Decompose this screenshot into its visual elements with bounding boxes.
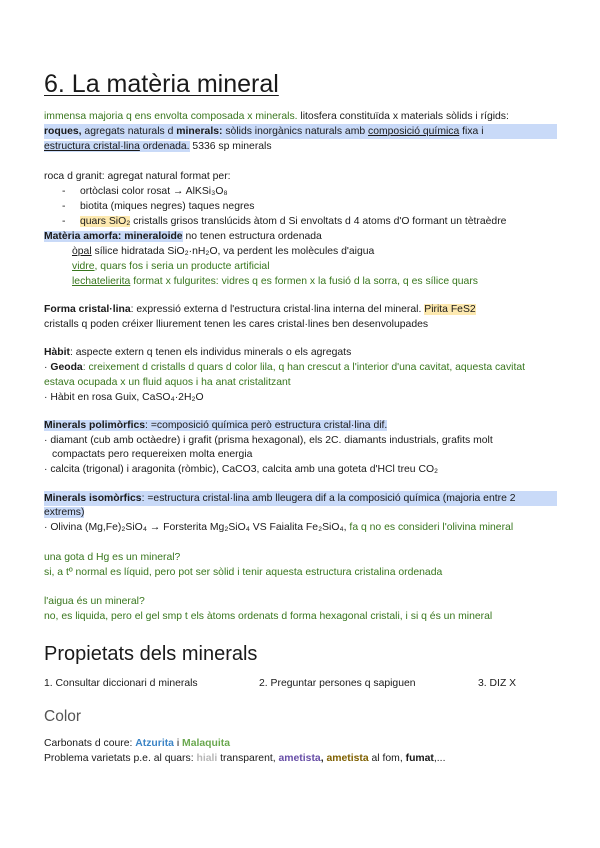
bullet: · (44, 362, 51, 373)
vidre-text: , quars fos i seria un producte artificial (94, 261, 270, 272)
hg-question: una gota d Hg es un mineral? (44, 552, 181, 563)
minerals-term: minerals: (176, 126, 223, 137)
granit-item (62, 199, 254, 214)
section-heading: Propietats dels minerals (44, 643, 258, 665)
amorfa-line (44, 229, 322, 244)
composicio-term: composició química (368, 126, 460, 137)
granit-item-text: biotita (miques negres) taques negres (80, 201, 255, 212)
amorfa-label: Matèria amorfa: mineraloide (44, 231, 183, 242)
intro-line-3 (44, 139, 272, 154)
isomorfics-text: : =estructura cristal·lina amb lleugera dif a la composició química (majoria entre 2 (141, 493, 516, 504)
habit-label: Hàbit (44, 347, 70, 358)
opal-line (72, 244, 374, 259)
fumat-term: fumat (405, 753, 434, 764)
forma-text: : expressió externa d l'estructura cristal·lina interna del mineral. (130, 304, 422, 315)
polimorfics-l1: · diamant (cub amb octàedre) i grafit (prisma hexagonal), els 2C. diamants industrials, grafits molt (44, 435, 493, 446)
quars-varietats-line (44, 751, 445, 766)
granit-item (62, 184, 228, 199)
conj-text: i (173, 738, 183, 749)
intro-rest-text: litosfera constituïda x materials sòlids i rígids: (297, 111, 509, 122)
page-title: 6. La matèria mineral (44, 70, 279, 98)
hg-answer: si, a tº normal es líquid, pero pot ser sòlid i tenir aquesta estructura cristalina ordenada (44, 567, 443, 578)
problema-text: Problema varietats p.e. al quars: (44, 753, 197, 764)
hiali-term: hiali (196, 753, 218, 764)
comma-text: , (320, 753, 327, 764)
intro-green-text: immensa majoria q ens envolta composada x minerals. (44, 111, 298, 122)
dash: - (62, 216, 66, 227)
guix-line: · Hàbit en rosa Guix, CaSO₄·2H₂O (44, 392, 204, 403)
dash: - (62, 186, 66, 197)
isomorfics-l2 (44, 505, 84, 520)
quars-highlight: quars SiO₂ (80, 216, 131, 227)
intro-text-e: 5336 sp minerals (189, 141, 272, 152)
granit-item (62, 214, 506, 229)
forma-line (44, 302, 476, 317)
habit-text: : aspecte extern q tenen els individus minerals o els agregats (69, 347, 352, 358)
intro-line-1 (44, 109, 509, 124)
quars-text: cristalls grisos translúcids àtom d Si envoltats d 4 atoms d'O formant un tètraèdre (130, 216, 507, 227)
lech-text: format x fulgurites: vidres q es formen x la fusió d la sorra, q es sílice quars (130, 276, 478, 287)
color-heading: Color (44, 708, 82, 725)
forma-label: Forma cristal·lina (44, 304, 131, 315)
habit-line (44, 345, 351, 360)
step-2: 2. Preguntar persones q sapiguen (259, 678, 416, 689)
dash: - (62, 201, 66, 212)
ametista-term: ametista (278, 753, 321, 764)
geoda-text: : creixement d cristalls d quars d color lila, q han crescut a l'interior d'una cavitat, aquesta cavitat (82, 362, 526, 373)
aigua-answer: no, es liquida, pero el gel smp t els àtoms ordenats d forma hexagonal cristali, i si q és un mineral (44, 611, 493, 622)
intro-text-b: sòlids inorgànics naturals amb (222, 126, 369, 137)
transparent-text: transparent, (217, 753, 279, 764)
vidre-term: vidre (72, 261, 95, 272)
isomorfics-label: Minerals isomòrfics (44, 493, 142, 504)
azurita-term: Atzurita (135, 738, 174, 749)
step-3: 3. DIZ X (478, 678, 517, 689)
granit-heading: roca d granit: agregat natural format per: (44, 171, 231, 182)
intro-line-2 (44, 124, 557, 139)
polimorfics-line (44, 418, 387, 433)
opal-term: òpal (72, 246, 92, 257)
lech-term: lechatelierita (72, 276, 131, 287)
polimorfics-l2: compactats pero requereixen molta energia (52, 449, 253, 460)
roques-term: roques, (44, 126, 82, 137)
geoda-line-2: estava ocupada x un fluid aquos i ha anat cristalitzant (44, 377, 291, 388)
intro-text-a: agregats naturals d (81, 126, 177, 137)
carbonats-line (44, 736, 230, 751)
geoda-label: Geoda (50, 362, 83, 373)
vidre-line (72, 259, 270, 274)
estructura-term: estructura cristal·lina (44, 141, 140, 152)
intro-text-c: fixa i (459, 126, 484, 137)
forma-line-2: cristalls q poden créixer lliurement tenen les cares cristal·lines ben desenvolupades (44, 319, 429, 330)
opal-text: sílice hidratada SiO₂·nH₂O, va perdent les molècules d'aigua (91, 246, 375, 257)
malaquita-term: Malaquita (182, 738, 230, 749)
lech-line (72, 274, 478, 289)
isomorfics-extrems: extrems) (44, 507, 85, 518)
carbonats-text: Carbonats d coure: (44, 738, 136, 749)
polimorfics-l3: · calcita (trigonal) i aragonita (ròmbic), CaCO3, calcita amb una goteta d'HCl treu CO₂ (44, 464, 439, 475)
tail-text: ,... (433, 753, 446, 764)
polimorfics-label: Minerals polimòrfics (44, 420, 146, 431)
isomorfics-line (44, 491, 557, 506)
ametista-term-2: ametista (326, 753, 369, 764)
olivina-note: fa q no es consideri l'olivina mineral (346, 522, 514, 533)
amorfa-text: no tenen estructura ordenada (182, 231, 322, 242)
polimorfics-text: : =composició química però estructura cristal·lina dif. (145, 420, 388, 431)
aigua-question: l'aigua és un mineral? (44, 596, 145, 607)
al-fom-text: al fom, (368, 753, 406, 764)
intro-text-d: ordenada. (139, 141, 190, 152)
granit-item-text: ortòclasi color rosat → AlKSi₃O₈ (80, 186, 228, 197)
olivina-text: · Olivina (Mg,Fe)₂SiO₄ → Forsterita Mg₂SiO₄ VS Faialita Fe₂SiO₄, (44, 522, 347, 533)
step-1: 1. Consultar diccionari d minerals (44, 678, 198, 689)
isomorfics-l3 (44, 520, 513, 535)
geoda-line (44, 360, 525, 375)
pirita-highlight: Pirita FeS2 (424, 304, 476, 315)
